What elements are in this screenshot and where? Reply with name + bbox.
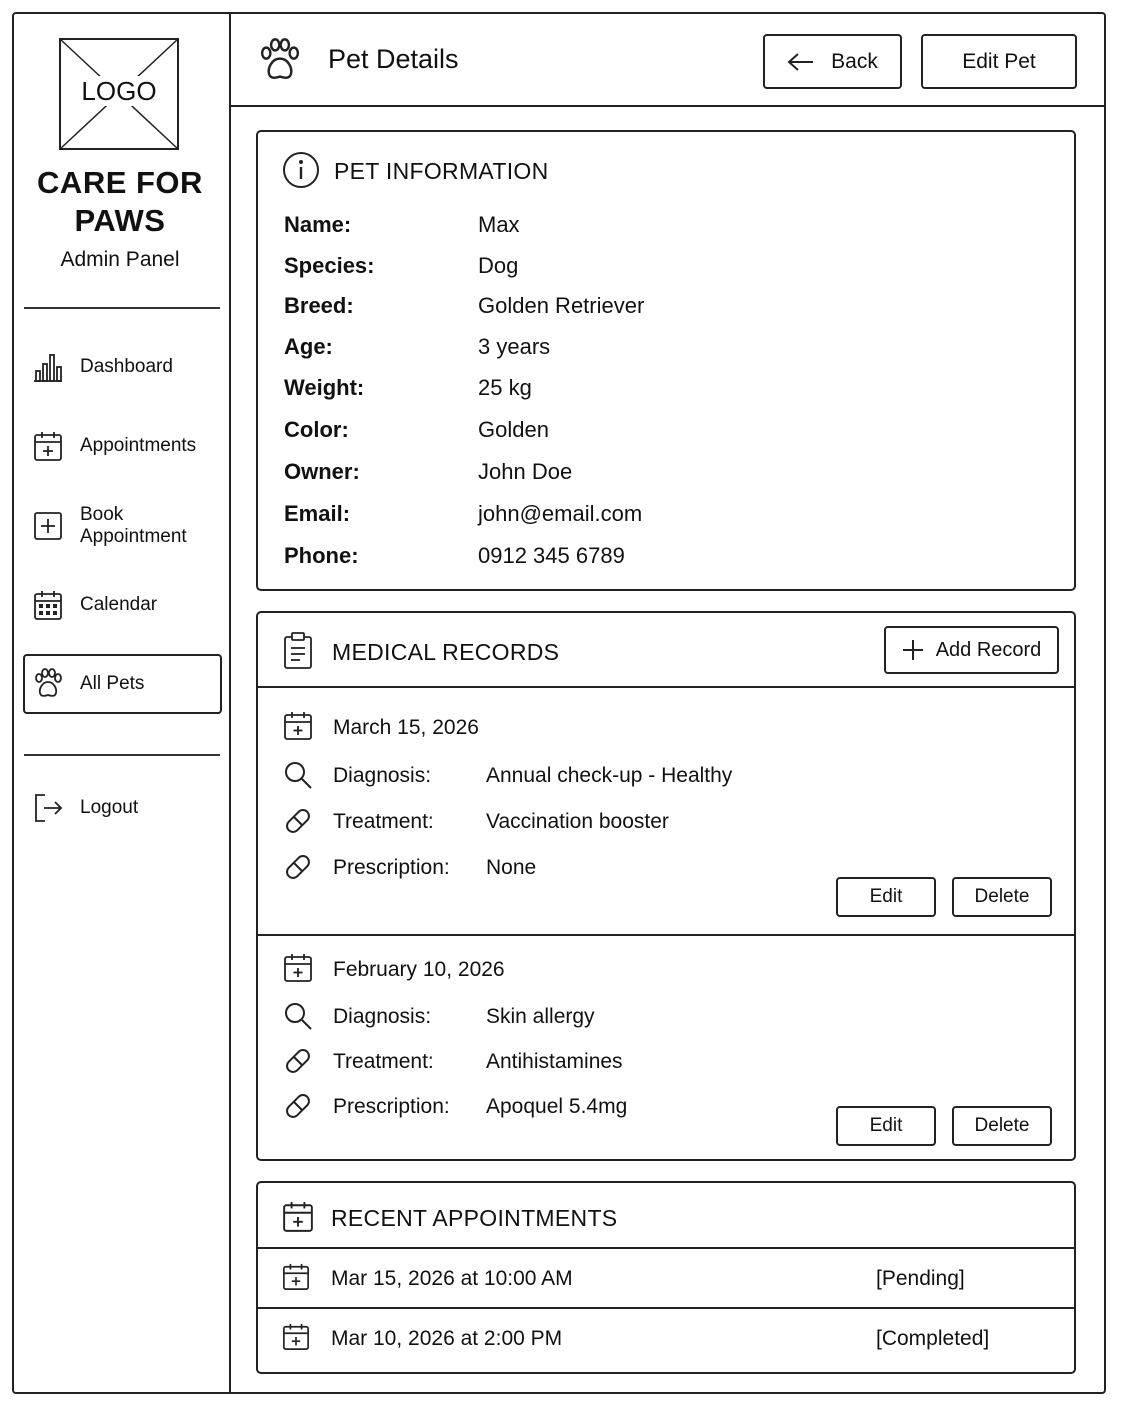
sidebar-item-label: Calendar [80,594,158,615]
appointment-datetime: Mar 15, 2026 at 10:00 AM [331,1267,573,1290]
brand-line-1: CARE FOR [37,165,203,200]
edit-pet-button-label: Edit Pet [962,49,1036,73]
appointment-status: [Completed] [876,1327,990,1350]
sidebar-item-dashboard[interactable] [23,338,222,396]
sidebar-item-label: Dashboard [80,356,173,377]
pill-icon [283,852,313,882]
treatment-label: Treatment: [333,1050,434,1073]
calendar-plus-icon [33,430,63,462]
clipboard-icon [283,632,313,670]
pet-color-label: Color: [284,417,349,442]
prescription-value: None [486,856,537,879]
pet-age-value: 3 years [478,334,551,359]
prescription-label: Prescription: [333,1095,450,1118]
edit-record-button[interactable] [836,1106,936,1146]
logo [59,38,179,150]
add-record-button[interactable] [884,626,1059,674]
section-divider [258,1247,1074,1249]
pet-species-label: Species: [284,253,375,278]
appointment-status: [Pending] [876,1267,965,1290]
pet-owner-value: John Doe [478,459,573,484]
edit-record-label: Edit [869,886,903,907]
pill-icon [283,806,313,836]
info-icon [282,151,320,189]
add-record-button-label: Add Record [935,638,1042,661]
page-header [231,14,1104,107]
pet-weight-value: 25 kg [478,375,532,400]
recent-appointments-card [256,1181,1076,1374]
brand-name [14,164,226,240]
owner-email-value: john@email.com [478,501,643,526]
search-icon [283,1001,313,1031]
record-date: February 10, 2026 [333,958,505,981]
pet-owner-label: Owner: [284,459,360,484]
calendar-plus-icon [283,711,313,741]
diagnosis-value: Annual check-up - Healthy [486,764,733,787]
delete-record-button[interactable] [952,877,1052,917]
paw-icon [258,38,302,82]
section-divider [258,686,1074,688]
prescription-label: Prescription: [333,856,450,879]
treatment-value: Vaccination booster [486,810,669,833]
bar-chart-icon [33,351,63,383]
delete-record-button[interactable] [952,1106,1052,1146]
delete-record-label: Delete [974,886,1030,907]
owner-phone-label: Phone: [284,543,359,568]
treatment-value: Antihistamines [486,1050,623,1073]
app-window [12,12,1106,1394]
sidebar-item-label: Book Appointment [80,504,187,547]
calendar-plus-icon [283,953,313,983]
calendar-plus-icon [282,1263,310,1291]
sidebar-item-appointments[interactable] [23,417,222,475]
row-divider [258,1307,1074,1309]
pet-species-value: Dog [478,253,519,278]
record-divider [258,934,1074,936]
diagnosis-label: Diagnosis: [333,764,432,787]
calendar-plus-icon [282,1323,310,1351]
pet-breed-label: Breed: [284,293,354,318]
sidebar-divider [24,754,220,756]
pet-weight-label: Weight: [284,375,365,400]
diagnosis-value: Skin allergy [486,1005,595,1028]
sidebar-item-all-pets[interactable] [23,654,222,714]
sidebar-item-book-appointment[interactable] [23,497,222,555]
medical-records-card [256,611,1076,1161]
sidebar-item-label: All Pets [80,673,145,694]
diagnosis-label: Diagnosis: [333,1005,432,1028]
sidebar [14,14,231,1392]
arrow-left-icon [787,52,815,72]
owner-email-label: Email: [284,501,351,526]
pill-icon [283,1091,313,1121]
calendar-grid-icon [33,589,63,621]
brand-subtitle: Admin Panel [60,248,180,271]
record-date: March 15, 2026 [333,716,479,739]
sidebar-item-logout[interactable] [23,779,222,837]
plus-icon [902,639,924,661]
treatment-label: Treatment: [333,810,434,833]
sidebar-item-calendar[interactable] [23,576,222,634]
prescription-value: Apoquel 5.4mg [486,1095,628,1118]
page-title: Pet Details [328,44,459,74]
calendar-plus-icon [282,1201,314,1233]
logo-text: LOGO [78,76,159,106]
sidebar-item-label: Appointments [80,435,197,456]
search-icon [283,760,313,790]
delete-record-label: Delete [974,1115,1030,1136]
edit-record-button[interactable] [836,877,936,917]
paw-icon [33,668,63,700]
pet-name-value: Max [478,212,520,237]
sidebar-item-label: Logout [80,797,139,818]
pill-icon [283,1046,313,1076]
plus-square-icon [33,510,63,542]
recent-appointments-title: RECENT APPOINTMENTS [331,1205,618,1231]
edit-record-label: Edit [869,1115,903,1136]
appointment-datetime: Mar 10, 2026 at 2:00 PM [331,1327,563,1350]
logout-icon [33,792,63,824]
sidebar-divider [24,307,220,309]
pet-age-label: Age: [284,334,333,359]
pet-color-value: Golden [478,417,549,442]
edit-pet-button[interactable] [921,34,1077,89]
pet-name-label: Name: [284,212,352,237]
pet-breed-value: Golden Retriever [478,293,645,318]
owner-phone-value: 0912 345 6789 [478,543,625,568]
medical-records-title: MEDICAL RECORDS [332,639,560,665]
main-content [231,14,1104,1392]
brand-line-2: PAWS [74,203,166,238]
pet-information-title: PET INFORMATION [334,158,549,184]
pet-information-card [256,130,1076,591]
back-button-label: Back [831,49,878,73]
back-button[interactable] [763,34,902,89]
